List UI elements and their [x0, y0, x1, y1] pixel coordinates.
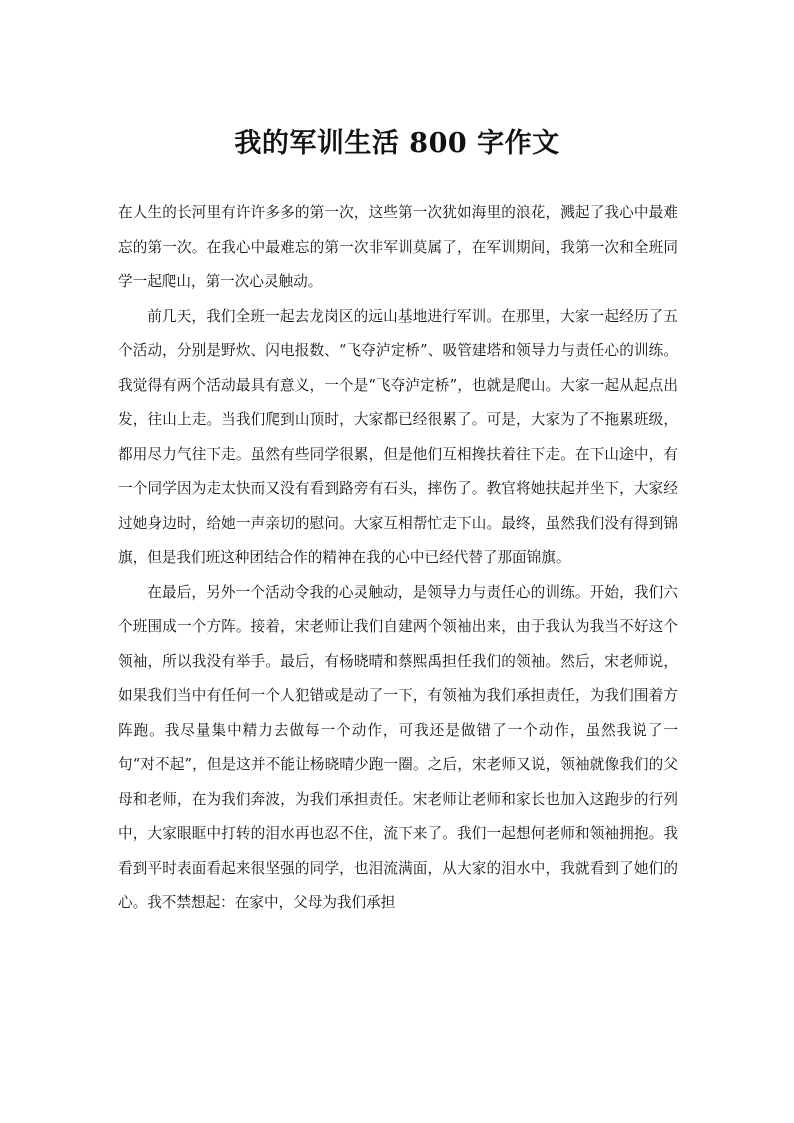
essay-title: 我的军训生活 800 字作文 — [234, 128, 560, 159]
paragraph-1: 在人生的长河里有许许多多的第一次，这些第一次犹如海里的浪花，溅起了我心中最难忘的第一次。在我心中最难忘的第一次非军训莫属了，在军训期间，我第一次和全班同学一起爬山，第一次心灵触动。 — [118, 204, 678, 290]
paragraph-2: 前几天，我们全班一起去龙岗区的远山基地进行军训。在那里，大家一起经历了五个活动，分别是野炊、闪电报数、“飞夺泸定桥”、吸管建塔和领导力与责任心的训练。我觉得有两个活动最具有意义，一个是“飞夺泸定桥”，也就是爬山。大家一起从起点出发，往山上走。当我们爬到山顶时，大家都已经很累了。可是，大家为了不拖累班级，都用尽力气往下走。虽然有些同学很累，但是他们互相搀扶着往下走。在下山途中，有一个同学因为走太快而又没有看到路旁有石头，摔伤了。教官将她扶起并坐下，大家经过她身边时，给她一声亲切的慰问。大家互相帮忙走下山。最终，虽然我们没有得到锦旗，但是我们班这种团结合作的精神在我的心中已经代替了那面锦旗。 — [118, 307, 678, 566]
paragraph-3: 在最后，另外一个活动令我的心灵触动，是领导力与责任心的训练。开始，我们六个班围成一个方阵。接着，宋老师让我们自建两个领袖出来，由于我认为我当不好这个领袖，所以我没有举手。最后，有杨晓晴和蔡熙禹担任我们的领袖。然后，宋老师说，如果我们当中有任何一个人犯错或是动了一下，有领袖为我们承担责任，为我们围着方阵跑。我尽量集中精力去做每一个动作，可我还是做错了一个动作，虽然我说了一句“对不起”，但是这并不能让杨晓晴少跑一圈。之后，宋老师又说，领袖就像我们的父母和老师，在为我们奔波，为我们承担责任。宋老师让老师和家长也加入这跑步的行列中，大家眼眶中打转的泪水再也忍不住，流下来了。我们一起想何老师和领袖拥抱。我看到平时表面看起来很坚强的同学，也泪流满面，从大家的泪水中，我就看到了她们的心。我不禁想起：在家中，父母为我们承担 — [118, 583, 678, 911]
essay-body — [118, 196, 678, 921]
